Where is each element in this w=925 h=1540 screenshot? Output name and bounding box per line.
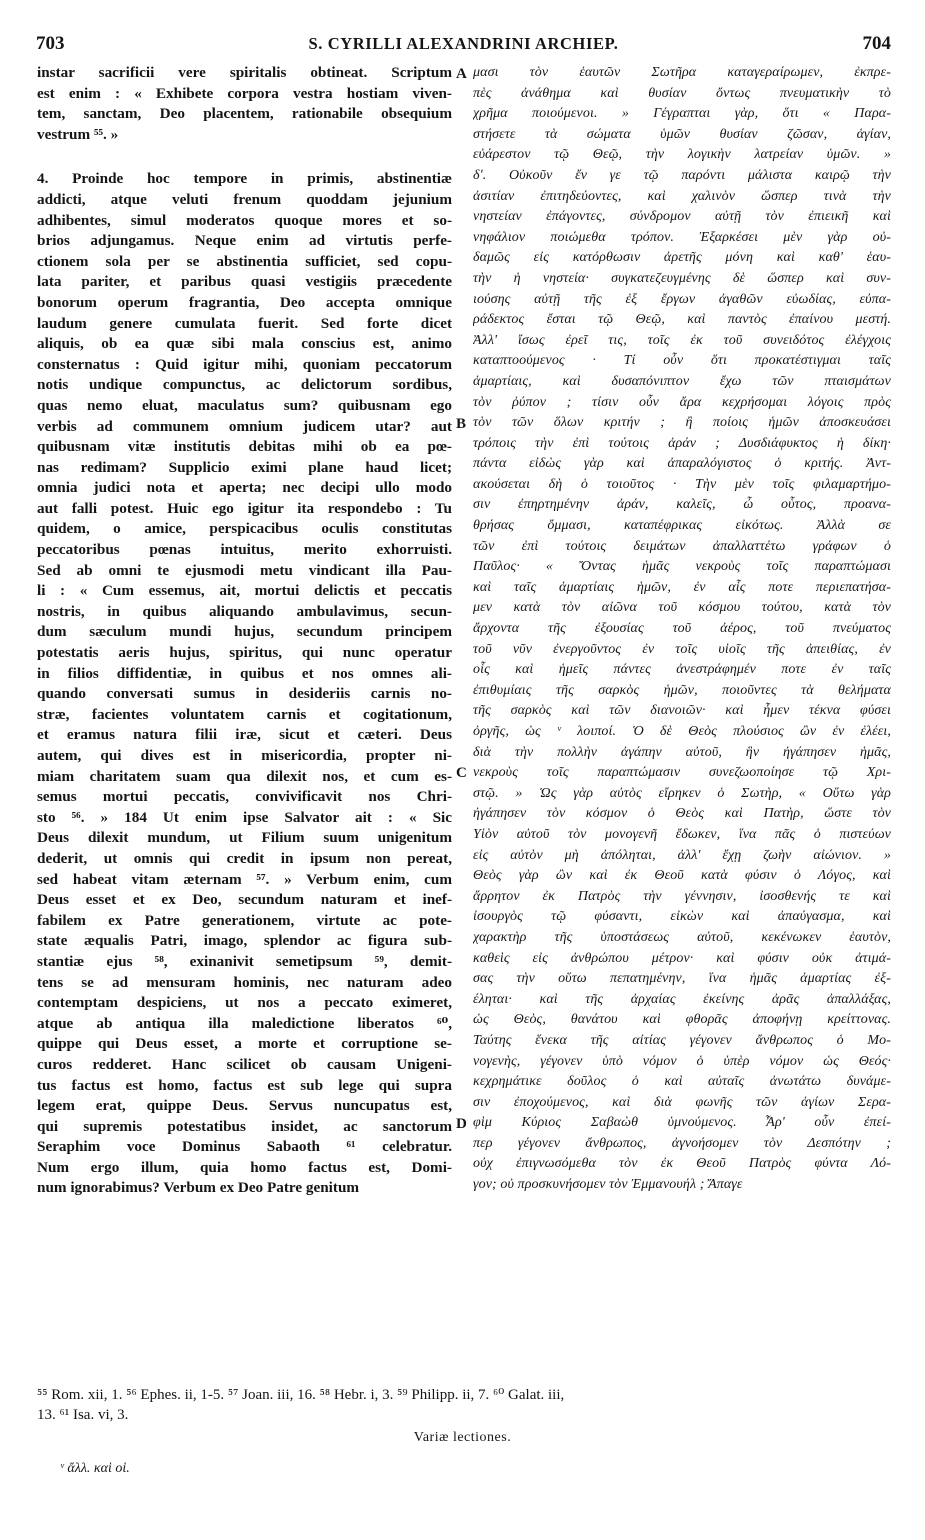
- greek-text-line: μασι τὸν ἑαυτῶν Σωτῆρα καταγεραίρωμεν, ἐκπρε-: [473, 65, 891, 80]
- greek-text-line: έληται· καὶ τῆς ἀρχαίας ἐκείνης ἀρᾶς ἀπαλλάξας,: [473, 991, 891, 1007]
- latin-text-line: omnia judici nota et aperta; nec decipi ullo modo: [37, 479, 452, 497]
- latin-text-line: nas redimam? Supplicio eximi plane haud licet;: [37, 458, 452, 476]
- variae-lectiones-heading: Variæ lectiones.: [413, 1430, 512, 1445]
- latin-text-line: laudum genere cumulata fuerit. Sed forte dicet: [37, 314, 452, 332]
- latin-text-line: legem erat, quippe Deus. Servus nuncupatus est,: [37, 1097, 452, 1115]
- latin-text-line: nostris, in quibus aliquando ambulavimus, secun-: [37, 602, 452, 620]
- latin-text-line: quibusnam vitæ institutis debitas mihi ob ea pœ-: [37, 438, 452, 456]
- greek-text-line: σιν ἐποχούμενος, καὶ διὰ φωνῆς τῶν ἁγίων Σερα-: [473, 1094, 891, 1110]
- page-number-right: 704: [862, 33, 891, 54]
- latin-column: [37, 63, 452, 1199]
- latin-text-line: contemptam despiciens, ut nos a peccato eximeret,: [37, 994, 452, 1012]
- latin-text-line: brios adjungamus. Neque enim ad virtutis perfe-: [37, 232, 452, 250]
- greek-text-line: τοῦ νῦν ἐνεργοῦντος ἐν τοῖς υἱοῖς τῆς ἀπειθίας, ἐν: [473, 641, 891, 657]
- greek-text-line: φὶμ Κύριος Σαβαὼθ ὑμνούμενος. Ἆρ' οὖν ἐπεί-: [473, 1115, 891, 1131]
- footnotes: [37, 1385, 891, 1425]
- latin-text-line: tens se ad mensuram hominis, nec naturam adeo: [37, 973, 452, 991]
- latin-text-line: stantiæ ejus ⁵⁸, exinanivit semetipsum ⁵⁹, demit-: [37, 952, 452, 970]
- latin-text-line: est enim : « Exhibete corpora vestra hostiam viven-: [37, 84, 452, 102]
- greek-text-line: ράδεκτος ἔσται τῷ Θεῷ, καὶ παντὸς ἐπαίνου μεστή.: [473, 312, 891, 328]
- greek-text-line: ἄρχοντα τῆς ἐξουσίας τοῦ ἀέρος, τοῦ πνεύματος: [473, 621, 891, 637]
- greek-text-line: νηστείαν ἐπάγοντες, σύνδρομον αὐτῇ τὸν ἐπιεικῆ καὶ: [473, 209, 891, 225]
- latin-text-line: fabilem ex Patre generationem, virtute ac pote-: [37, 911, 452, 929]
- latin-text-line: verbis ad communem omnium judicem utar? aut: [37, 417, 452, 435]
- latin-text-line: lata pariter, et paribus quasi vestigiis præcedente: [37, 273, 452, 291]
- variant-reading-note: ᵛ ἄλλ. καὶ οἱ.: [60, 1461, 130, 1476]
- greek-text-line: οὐχ ἐπιγνωσόμεθα τὸν ἐκ Θεοῦ Πατρὸς φύντα Λό-: [473, 1156, 891, 1172]
- latin-text-line: peccatoribus pœnas intuitus, merito exhorruisti.: [37, 541, 452, 559]
- greek-text-line: πάντα εἰδὼς γὰρ καὶ ἀπαραλόγιστος ὁ κριτής. Ἀντ-: [473, 456, 891, 472]
- greek-text-line: τῆς σαρκὸς καὶ τῶν διανοιῶν· καὶ ἦμεν τέκνα φύσει: [473, 703, 891, 719]
- latin-text-line: instar sacrificii vere spiritalis obtineat. Scriptum: [37, 64, 452, 81]
- latin-text-line: Seraphim voce Dominus Sabaoth ⁶¹ celebratur.: [37, 1138, 452, 1156]
- greek-text-line: ἠγάπησεν τὸν κόσμον ὁ Θεὸς καὶ Πατὴρ, ὥστε τὸν: [473, 806, 891, 822]
- latin-text-line: quidem, o amice, perspicacibus oculis constitutas: [37, 520, 452, 538]
- greek-text-line: τὸν ῥύπον ; τίσιν οὖν ἄρα κεχρήσομαι λόγοις πρὸς: [473, 394, 891, 410]
- greek-text-line: πὲς ἀνάθημα καὶ θυσίαν ὄντως πνευματικὴν τὸ: [473, 85, 891, 101]
- greek-text-line: σας τὴν οὕτω πεπατημένην, ἵνα ἡμᾶς ἁμαρτίας ἐξ-: [473, 971, 891, 987]
- greek-text-line: χαρακτὴρ τῆς ὑποστάσεως αὐτοῦ, κεκένωκεν ἑαυτὸν,: [473, 929, 891, 945]
- greek-text-line: ἁμαρτίαις, καὶ δυσαπόνιπτον ἔχω τῶν πταισμάτων: [473, 373, 891, 389]
- greek-text-line: Ἀλλ' ἴσως ἐρεῖ τις, τοῖς ἐκ τοῦ συνειδότος ἐλέγχοις: [473, 332, 891, 348]
- latin-text-line: sto ⁵⁶. » 184 Ut enim ipse Salvator ait : « Sic: [37, 808, 452, 826]
- latin-text-line: qui supremis potestatibus insidet, ac sanctorum: [37, 1117, 452, 1135]
- greek-text-line: δʹ. Οὐκοῦν ἔν γε τῷ παρόντι μάλιστα καιρῷ τὴν: [473, 167, 891, 183]
- latin-text-line: bonorum operum fragrantia, Deo accepta omnique: [37, 293, 452, 311]
- latin-text-line: potestatis aeris hujus, spiritus, qui nunc operatur: [37, 644, 452, 662]
- greek-text-line: Θεὸς γὰρ ὢν καὶ ἐκ Θεοῦ κατὰ φύσιν ὁ Λόγος, καὶ: [473, 868, 891, 884]
- latin-text-line: autem, qui dives est in misericordia, propter ni-: [37, 747, 452, 764]
- latin-text-line: semus mortui peccatis, convivificavit nos Chri-: [37, 788, 452, 806]
- latin-text-line: dum sæculum mundi hujus, secundum principem: [37, 623, 452, 641]
- margin-marker-c: C: [456, 765, 467, 781]
- greek-column: [473, 63, 891, 1196]
- latin-text-line: adhibentes, simul moderatos quoque mores et so-: [37, 211, 452, 229]
- latin-text-line: quas nemo eluat, maculatus sum? quibusnam ego: [37, 396, 452, 414]
- latin-text-line: tem, sanctam, Deo placentem, rationabile obsequium: [37, 105, 452, 123]
- greek-text-line: ἄρρητον ἐκ Πατρὸς τὴν γέννησιν, ἰσοσθενής τε καὶ: [473, 888, 891, 904]
- greek-text-line: Υἱὸν αὐτοῦ τὸν μονογενῆ ἔδωκεν, ἵνα πᾶς ὁ πιστεύων: [473, 826, 891, 842]
- margin-marker-b: B: [456, 416, 467, 432]
- latin-text-line: in filios diffidentiæ, in quibus et nos omnes ali-: [37, 664, 452, 682]
- latin-text-line: aut falli potest. Huic ego igitur ita respondebo : Tu: [37, 499, 452, 517]
- latin-text-line: quando conversati sumus in desideriis carnis no-: [37, 685, 452, 703]
- paragraph-gap: [37, 145, 452, 169]
- greek-text-line: τρόποις τὴν ἐπὶ τούτοις ἀράν ; Δυσδιάφυκτος ἡ δίκη·: [473, 435, 891, 451]
- greek-text-line: τὸν τῶν ὅλων κριτήν ; ἢ ποίοις ἡμῶν ἀποσκευάσει: [473, 415, 891, 431]
- greek-text-line: Παῦλος· « Ὄντας ἡμᾶς νεκροὺς τοῖς παραπτώμασι: [473, 559, 891, 575]
- greek-text-line: θρήσας ὄμμασι, καταπέφρικας εἰκότως. Ἀλλὰ σε: [473, 518, 891, 534]
- footnote-line: ⁵⁵ Rom. xii, 1. ⁵⁶ Ephes. ii, 1-5. ⁵⁷ Joan. iii, 16. ⁵⁸ Hebr. i, 3. ⁵⁹ Philipp. ii, 7. ⁶⁰ Galat. iii,: [37, 1387, 565, 1403]
- page-header: [36, 33, 891, 59]
- greek-text-line: τὴν ἡ νηστεία· συγκατεζευγμένης δὲ ὥσπερ καὶ συν-: [473, 270, 891, 286]
- latin-text-line: 4. Proinde hoc tempore in primis, abstinentiæ: [37, 170, 452, 188]
- greek-text-line: καὶ ταῖς ἁμαρτίαις ἡμῶν, ἐν αἷς ποτε περιεπατήσα-: [473, 579, 891, 595]
- latin-text-line: ctionem sola per se abstinentia sufficiet, sed copu-: [37, 252, 452, 270]
- latin-text-line: Sed ab omni te ejusmodi metu vindicant illa Pau-: [37, 561, 452, 579]
- greek-text-line: Ταύτης ἕνεκα τῆς αἰτίας γέγονεν ἄνθρωπος ὁ Μο-: [473, 1032, 891, 1048]
- latin-text-line: stræ, facientes voluntatem carnis et cogitationum,: [37, 705, 452, 723]
- latin-text-line: curos redderet. Hanc scilicet ob causam Unigeni-: [37, 1055, 452, 1073]
- greek-text-line: ακούσεται δὴ ὁ τοιοῦτος · Τὴν μὲν τοῖς φιλαμαρτήμο-: [473, 476, 891, 492]
- latin-text-line: Deus dilexit mundum, ut Filium suum unigenitum: [37, 829, 452, 847]
- latin-text-line: vestrum ⁵⁵. »: [37, 125, 119, 143]
- greek-text-line: μεν κατὰ τὸν αἰῶνα τοῦ κόσμου τούτου, κατὰ τὸν: [473, 600, 891, 616]
- latin-text-line: addicti, atque veluti frenum quoddam jejunium: [37, 190, 452, 208]
- greek-text-line: ὀργῆς, ὡς ᵛ λοιποί. Ὁ δὲ Θεὸς πλούσιος ὢν ἐν ἐλέει,: [473, 724, 891, 739]
- latin-text-line: dederit, ut omnis qui credit in ipsum non pereat,: [37, 849, 452, 867]
- latin-text-line: num ignorabimus? Verbum ex Deo Patre genitum: [37, 1179, 360, 1197]
- greek-text-line: ἐπιθυμίαις τῆς σαρκὸς ἡμῶν, ποιοῦντες τὰ θελήματα: [473, 682, 891, 698]
- greek-text-line: νηφάλιον ποιώμεθα τρόπον. Ἐξαρκέσει μὲν γὰρ οὐ-: [473, 229, 891, 245]
- greek-text-line: εὐάρεστον τῷ Θεῷ, τὴν λογικὴν λατρείαν ὑμῶν. »: [473, 147, 891, 163]
- latin-text-line: miam charitatem suam qua dilexit nos, et cum es-: [37, 767, 452, 785]
- latin-text-line: notis undique compunctus, ac delictorum sordibus,: [37, 376, 452, 394]
- latin-text-line: tus factus est homo, factus est sub lege qui supra: [37, 1076, 452, 1094]
- latin-text-line: et eramus natura filii iræ, sicut et cæteri. Deus: [37, 726, 452, 744]
- latin-text-line: Num ergo illum, quia homo factus est, Domi-: [37, 1158, 452, 1176]
- greek-text-line: ὡς Θεὸς, θανάτου καὶ φθορᾶς ἀποφήνῃ κρείττονας.: [473, 1012, 891, 1028]
- greek-text-line: στήσετε τὰ σώματα ὑμῶν θυσίαν ζῶσαν, ἁγίαν,: [473, 126, 891, 142]
- latin-text-line: atque ab antiqua illa maledictione liberatos ⁶⁰,: [37, 1014, 452, 1032]
- running-title: S. CYRILLI ALEXANDRINI ARCHIEP.: [308, 34, 619, 53]
- greek-text-line: δαμῶς εἰς κατόρθωσιν ἀρετῆς μόνη καὶ καθ' ἑαυ-: [473, 250, 891, 266]
- greek-text-line: ιούσης αὐτῇ τῆς ἐξ ἔργων ἀγαθῶν εὐωδίας, εὐπα-: [473, 291, 891, 307]
- latin-text-line: quippe qui Deus esset, a morte et corruptione se-: [37, 1035, 452, 1053]
- greek-text-line: περ γέγονεν ἄνθρωπος, ἀγνοήσομεν τὸν Δεσπότην ;: [473, 1135, 891, 1151]
- greek-text-line: στῷ. » Ὡς γὰρ αὐτὸς εἴρηκεν ὁ Σωτὴρ, « Οὕτω γὰρ: [473, 785, 891, 801]
- greek-text-line: εἰς αὐτὸν μὴ ἀπόληται, ἀλλ' ἔχῃ ζωὴν αἰώνιον. »: [473, 847, 891, 863]
- greek-text-line: καταπτοούμενος · Τί οὖν ὅτι προκατέστιγμαι ταῖς: [473, 353, 891, 369]
- latin-text-line: Deus esset et ex Deo, secundum naturam et inef-: [37, 891, 452, 909]
- latin-text-line: aliquis, ob ea quæ sibi mala conscius est, animo: [37, 335, 452, 353]
- greek-text-line: σιν ἐπηρτημένην ἀράν, καλεῖς, ὦ οὗτος, προανα-: [473, 497, 891, 513]
- greek-text-line: ἀσιτίαν ἐπιτηδεύοντες, καὶ χαλινὸν ὥσπερ τινὰ τὴν: [473, 188, 891, 204]
- latin-text-line: li : « Cum essemus, ait, mortui delictis et peccatis: [37, 582, 452, 600]
- margin-marker-d: D: [456, 1116, 467, 1132]
- greek-text-line: νογενὴς, γέγονεν ὑπὸ νόμον ὁ ὑπὲρ νόμον ὡς Θεός·: [473, 1053, 891, 1069]
- greek-text-line: νεκροὺς τοῖς παραπτώμασιν συνεζωοποίησε τῷ Χρι-: [473, 765, 891, 781]
- footnote-line: 13. ⁶¹ Isa. vi, 3.: [37, 1407, 129, 1423]
- greek-text-line: ἰσουργὸς τῷ φύσαντι, εἰκὼν καὶ ἀπαύγασμα, καὶ: [473, 909, 891, 925]
- greek-text-line: χρῆμα ποιούμενοι. » Γέγραπται γὰρ, ὅτι « Παρα-: [473, 106, 891, 122]
- greek-text-line: καθεὶς εἰς ἀνθρώπου μέτρον· καὶ φύσιν οὐκ ἀτιμά-: [473, 950, 891, 966]
- latin-text-line: consternatus : Quid igitur mihi, quoniam peccatorum: [37, 355, 452, 373]
- latin-text-line: state æqualis Patri, imago, splendor ac figura sub-: [37, 932, 452, 950]
- greek-text-line: διὰ τὴν πολλὴν ἀγάπην αὐτοῦ, ἣν ἠγάπησεν ἡμᾶς,: [473, 744, 891, 760]
- latin-text-line: sed habeat vitam æternam ⁵⁷. » Verbum enim, cum: [37, 870, 452, 888]
- greek-text-line: οἷς καὶ ἡμεῖς πάντες ἀνεστράφημέν ποτε ἐν ταῖς: [473, 662, 891, 678]
- margin-marker-a: A: [456, 66, 467, 82]
- greek-text-line: κεχρημάτικε δοῦλος ὁ καὶ αὐταῖς ἀνωτάτω δυνάμε-: [473, 1074, 891, 1090]
- greek-text-line: γον; οὐ προσκυνήσομεν τὸν Ἐμμανουήλ ; Ἄπαγε: [473, 1177, 743, 1193]
- page-number-left: 703: [36, 33, 65, 54]
- greek-text-line: τῶν ἐπὶ τούτοις δειμάτων ἀπαλλαττέτω γράφων ὁ: [473, 538, 891, 554]
